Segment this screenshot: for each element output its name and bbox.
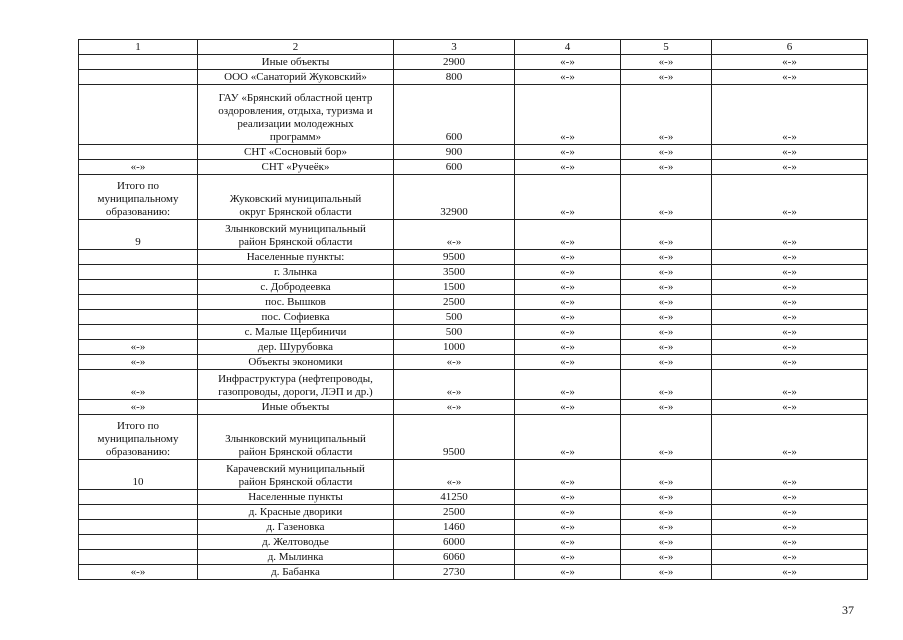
cell-value: 1000 [394,340,515,355]
cell-value: 9500 [394,250,515,265]
cell-col6: «-» [712,220,868,250]
cell-col4: «-» [515,280,621,295]
cell-col4: «-» [515,520,621,535]
cell-name: д. Мылинка [198,550,394,565]
cell-col4: «-» [515,490,621,505]
table-row [79,370,868,400]
cell-col6: «-» [712,325,868,340]
cell-col4: «-» [515,460,621,490]
table-row [79,535,868,550]
cell-col5: «-» [621,145,712,160]
cell-col5: «-» [621,85,712,145]
cell-value: 6000 [394,535,515,550]
cell-col5: «-» [621,520,712,535]
table-row [79,250,868,265]
cell-number: Итого по муниципальному образованию: [79,175,198,220]
cell-col5: «-» [621,160,712,175]
cell-name: СНТ «Ручеёк» [198,160,394,175]
table-row [79,70,868,85]
cell-col6: «-» [712,400,868,415]
cell-name: Злынковский муниципальный район Брянской области [198,415,394,460]
cell-col6: «-» [712,535,868,550]
cell-value: 1500 [394,280,515,295]
cell-value: 900 [394,145,515,160]
cell-name: д. Бабанка [198,565,394,580]
cell-number [79,280,198,295]
table-row [79,505,868,520]
cell-col4: «-» [515,565,621,580]
table-row [79,280,868,295]
cell-col6: «-» [712,490,868,505]
cell-name: ГАУ «Брянский областной центр оздоровления, отдыха, туризма и реализации молодежных программ» [198,85,394,145]
cell-number: 10 [79,460,198,490]
cell-value: 600 [394,160,515,175]
cell-col5: «-» [621,70,712,85]
cell-col4: «-» [515,505,621,520]
column-header: 2 [198,40,394,55]
cell-col4: «-» [515,145,621,160]
cell-col6: «-» [712,55,868,70]
cell-col6: «-» [712,265,868,280]
cell-number [79,145,198,160]
cell-col5: «-» [621,565,712,580]
cell-col4: «-» [515,85,621,145]
cell-value: «-» [394,400,515,415]
cell-col6: «-» [712,250,868,265]
table-row [79,160,868,175]
cell-name: Населенные пункты [198,490,394,505]
cell-name: д. Желтоводье [198,535,394,550]
cell-value: «-» [394,355,515,370]
cell-value: 2500 [394,505,515,520]
cell-number: Итого по муниципальному образованию: [79,415,198,460]
table-row [79,145,868,160]
cell-number: «-» [79,160,198,175]
cell-col4: «-» [515,175,621,220]
cell-col5: «-» [621,505,712,520]
cell-number: «-» [79,370,198,400]
cell-col4: «-» [515,370,621,400]
table-row [79,460,868,490]
cell-number [79,535,198,550]
cell-col5: «-» [621,280,712,295]
cell-name: ООО «Санаторий Жуковский» [198,70,394,85]
table-row [79,325,868,340]
cell-number: «-» [79,400,198,415]
cell-number [79,70,198,85]
cell-col5: «-» [621,370,712,400]
table-row [79,520,868,535]
cell-number [79,325,198,340]
data-table [78,39,868,580]
cell-col5: «-» [621,355,712,370]
cell-value: 600 [394,85,515,145]
cell-name: Карачевский муниципальный район Брянской области [198,460,394,490]
cell-col6: «-» [712,415,868,460]
table-row [79,175,868,220]
cell-value: 6060 [394,550,515,565]
cell-value: 800 [394,70,515,85]
cell-col5: «-» [621,220,712,250]
cell-name: д. Газеновка [198,520,394,535]
cell-name: дер. Шурубовка [198,340,394,355]
cell-number: «-» [79,340,198,355]
table-row [79,565,868,580]
cell-col5: «-» [621,265,712,280]
cell-value: «-» [394,370,515,400]
cell-number [79,55,198,70]
cell-col6: «-» [712,565,868,580]
cell-name: г. Злынка [198,265,394,280]
column-header: 6 [712,40,868,55]
cell-col4: «-» [515,295,621,310]
table-row [79,550,868,565]
cell-name: с. Малые Щербиничи [198,325,394,340]
cell-col4: «-» [515,355,621,370]
cell-col5: «-» [621,55,712,70]
cell-number [79,520,198,535]
cell-col5: «-» [621,490,712,505]
table-row [79,415,868,460]
cell-name: пос. Софиевка [198,310,394,325]
cell-number: «-» [79,565,198,580]
cell-name: пос. Вышков [198,295,394,310]
cell-value: 32900 [394,175,515,220]
cell-name: Объекты экономики [198,355,394,370]
table-row [79,490,868,505]
cell-col6: «-» [712,175,868,220]
cell-col5: «-» [621,460,712,490]
cell-value: «-» [394,220,515,250]
cell-col6: «-» [712,460,868,490]
cell-col4: «-» [515,325,621,340]
cell-col6: «-» [712,550,868,565]
cell-col5: «-» [621,535,712,550]
cell-value: 1460 [394,520,515,535]
cell-name: д. Красные дворики [198,505,394,520]
cell-col5: «-» [621,310,712,325]
cell-col5: «-» [621,340,712,355]
cell-col5: «-» [621,400,712,415]
cell-col4: «-» [515,550,621,565]
column-header: 4 [515,40,621,55]
cell-number [79,505,198,520]
cell-number [79,490,198,505]
table-row [79,400,868,415]
cell-col4: «-» [515,265,621,280]
cell-col4: «-» [515,535,621,550]
cell-col6: «-» [712,160,868,175]
cell-name: Населенные пункты: [198,250,394,265]
cell-number [79,310,198,325]
table-row [79,310,868,325]
cell-col5: «-» [621,325,712,340]
cell-value: 500 [394,325,515,340]
cell-name: Злынковский муниципальный район Брянской области [198,220,394,250]
cell-col4: «-» [515,400,621,415]
table-row [79,340,868,355]
table-row [79,55,868,70]
cell-col4: «-» [515,160,621,175]
cell-number: 9 [79,220,198,250]
cell-number: «-» [79,355,198,370]
cell-name: Инфраструктура (нефтепроводы, газопроводы, дороги, ЛЭП и др.) [198,370,394,400]
cell-col4: «-» [515,415,621,460]
cell-value: 3500 [394,265,515,280]
cell-col6: «-» [712,295,868,310]
cell-col6: «-» [712,145,868,160]
page-number: 37 [842,603,854,617]
cell-value: 2500 [394,295,515,310]
cell-value: «-» [394,460,515,490]
cell-name: с. Добродеевка [198,280,394,295]
cell-col5: «-» [621,415,712,460]
cell-col4: «-» [515,250,621,265]
cell-col6: «-» [712,85,868,145]
cell-value: 9500 [394,415,515,460]
cell-col5: «-» [621,175,712,220]
cell-col6: «-» [712,310,868,325]
cell-number [79,550,198,565]
cell-col6: «-» [712,520,868,535]
column-header: 3 [394,40,515,55]
cell-number [79,265,198,280]
cell-col6: «-» [712,70,868,85]
cell-value: 41250 [394,490,515,505]
cell-col5: «-» [621,295,712,310]
cell-col6: «-» [712,340,868,355]
cell-value: 500 [394,310,515,325]
cell-value: 2730 [394,565,515,580]
cell-col6: «-» [712,355,868,370]
cell-name: Жуковский муниципальный округ Брянской области [198,175,394,220]
cell-col5: «-» [621,250,712,265]
table-row [79,355,868,370]
cell-col4: «-» [515,70,621,85]
cell-number [79,85,198,145]
cell-col4: «-» [515,55,621,70]
cell-col4: «-» [515,310,621,325]
cell-number [79,250,198,265]
cell-name: СНТ «Сосновый бор» [198,145,394,160]
cell-name: Иные объекты [198,55,394,70]
cell-number [79,295,198,310]
cell-col4: «-» [515,340,621,355]
column-header: 1 [79,40,198,55]
table-row [79,85,868,145]
cell-value: 2900 [394,55,515,70]
column-header: 5 [621,40,712,55]
cell-name: Иные объекты [198,400,394,415]
header-row [79,40,868,55]
table-row [79,295,868,310]
cell-col5: «-» [621,550,712,565]
table-row [79,265,868,280]
cell-col4: «-» [515,220,621,250]
cell-col6: «-» [712,505,868,520]
cell-col6: «-» [712,370,868,400]
cell-col6: «-» [712,280,868,295]
table-row [79,220,868,250]
